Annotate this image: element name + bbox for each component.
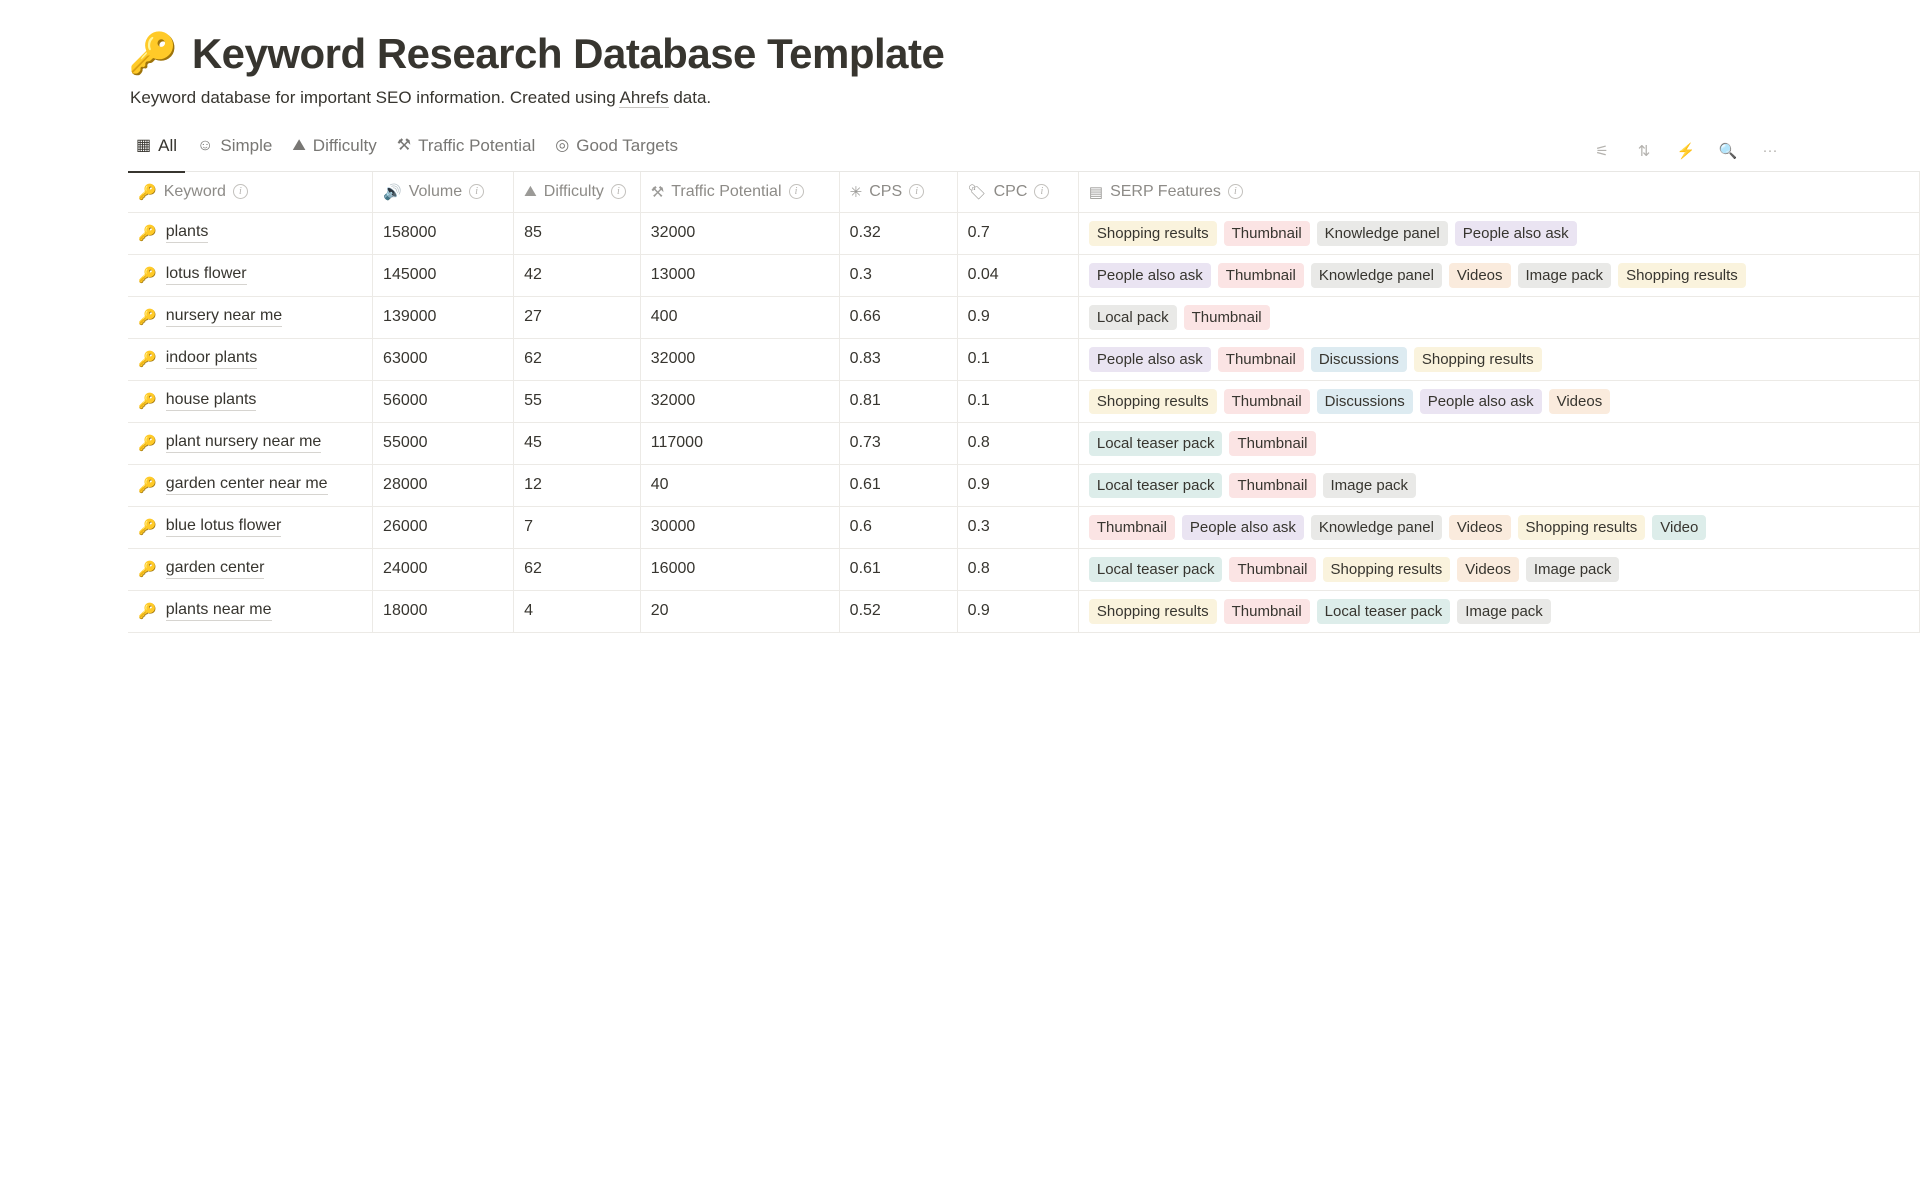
serp-feature-tag[interactable]: Shopping results <box>1089 389 1217 414</box>
serp-feature-tags <box>1089 221 1909 246</box>
serp-feature-tag[interactable]: People also ask <box>1455 221 1577 246</box>
cell-serp-features[interactable] <box>1078 254 1919 296</box>
serp-feature-tags <box>1089 305 1909 330</box>
serp-feature-tags <box>1089 515 1909 540</box>
database-table-wrapper <box>128 172 1920 633</box>
table-view-icon: ▦ <box>136 136 152 154</box>
tab-good-targets[interactable] <box>547 130 686 172</box>
serp-feature-tags <box>1089 557 1909 582</box>
cell-cps[interactable]: 0.73 <box>839 422 957 464</box>
tab-difficulty[interactable] <box>284 130 384 172</box>
keyword-link[interactable]: house plants <box>166 391 257 411</box>
cell-traffic-potential[interactable]: 32000 <box>640 380 839 422</box>
serp-feature-tag[interactable]: Thumbnail <box>1229 557 1315 582</box>
key-icon: 🔑 <box>138 434 157 452</box>
table-row[interactable] <box>128 590 1920 632</box>
multiselect-icon: ▤ <box>1088 183 1104 201</box>
subtitle-text-after: data. <box>668 88 712 107</box>
keyword-link[interactable]: plants <box>166 223 209 243</box>
cell-keyword[interactable] <box>128 296 373 338</box>
cell-difficulty[interactable]: 62 <box>514 338 641 380</box>
cell-volume[interactable]: 55000 <box>373 422 514 464</box>
serp-feature-tag[interactable]: Discussions <box>1317 389 1413 414</box>
table-row[interactable] <box>128 506 1920 548</box>
cell-volume[interactable]: 28000 <box>373 464 514 506</box>
info-icon[interactable]: i <box>611 184 626 199</box>
tools-icon: ⚒ <box>650 183 665 201</box>
database-table <box>128 172 1920 633</box>
column-header-cpc-label: CPC <box>993 182 1028 200</box>
serp-feature-tag[interactable]: Local teaser pack <box>1089 557 1223 582</box>
serp-feature-tag[interactable]: People also ask <box>1420 389 1542 414</box>
key-icon: 🔑 <box>128 32 178 76</box>
serp-feature-tag[interactable]: Thumbnail <box>1218 347 1304 372</box>
column-header-serp-features-label: SERP Features <box>1110 182 1221 200</box>
key-icon: 🔑 <box>138 476 157 494</box>
cell-serp-features[interactable] <box>1078 212 1919 254</box>
smiley-icon: ☺ <box>197 136 214 154</box>
info-icon[interactable]: i <box>1228 184 1243 199</box>
view-bar <box>128 130 1920 172</box>
serp-feature-tag[interactable]: Videos <box>1549 389 1611 414</box>
serp-feature-tags <box>1089 389 1909 414</box>
table-row[interactable] <box>128 422 1920 464</box>
cell-keyword[interactable] <box>128 548 373 590</box>
column-header-cps-label: CPS <box>869 182 903 200</box>
sort-icon[interactable]: ⇅ <box>1637 142 1651 160</box>
cell-difficulty[interactable]: 7 <box>514 506 641 548</box>
serp-feature-tag[interactable]: Thumbnail <box>1184 305 1270 330</box>
cell-cpc[interactable]: 0.04 <box>957 254 1078 296</box>
info-icon[interactable]: i <box>469 184 484 199</box>
mountain-icon: ⛰ <box>524 183 537 201</box>
cell-difficulty[interactable]: 42 <box>514 254 641 296</box>
serp-feature-tag[interactable]: People also ask <box>1089 347 1211 372</box>
key-icon: 🔑 <box>138 224 157 242</box>
cell-cpc[interactable]: 0.8 <box>957 422 1078 464</box>
keyword-link[interactable]: nursery near me <box>166 307 283 327</box>
cell-cps[interactable]: 0.81 <box>839 380 957 422</box>
keyword-link[interactable]: garden center near me <box>166 475 328 495</box>
cell-keyword[interactable] <box>128 338 373 380</box>
automation-icon[interactable]: ⚡ <box>1676 142 1696 160</box>
cell-cpc[interactable]: 0.8 <box>957 548 1078 590</box>
tab-simple-label: Simple <box>220 135 273 155</box>
serp-feature-tag[interactable]: Thumbnail <box>1229 473 1315 498</box>
cell-cps[interactable]: 0.52 <box>839 590 957 632</box>
cell-serp-features[interactable] <box>1078 296 1919 338</box>
cell-difficulty[interactable]: 12 <box>514 464 641 506</box>
serp-feature-tag[interactable]: Image pack <box>1457 599 1551 624</box>
tab-all[interactable] <box>128 130 185 172</box>
cell-traffic-potential[interactable]: 32000 <box>640 212 839 254</box>
mountain-icon: ⛰ <box>292 136 306 154</box>
info-icon[interactable]: i <box>789 184 804 199</box>
serp-feature-tag[interactable]: Local pack <box>1089 305 1177 330</box>
key-icon: 🔑 <box>138 183 157 201</box>
serp-feature-tag[interactable]: People also ask <box>1182 515 1304 540</box>
cell-volume[interactable]: 56000 <box>373 380 514 422</box>
table-row[interactable] <box>128 254 1920 296</box>
cell-volume[interactable]: 24000 <box>373 548 514 590</box>
serp-feature-tag[interactable]: Shopping results <box>1089 221 1217 246</box>
cell-traffic-potential[interactable]: 40 <box>640 464 839 506</box>
table-row[interactable] <box>128 212 1920 254</box>
cell-cps[interactable]: 0.83 <box>839 338 957 380</box>
column-header-difficulty-label: Difficulty <box>543 182 604 200</box>
cell-keyword[interactable] <box>128 590 373 632</box>
cell-cps[interactable]: 0.3 <box>839 254 957 296</box>
cell-cpc[interactable]: 0.3 <box>957 506 1078 548</box>
serp-feature-tag[interactable]: Shopping results <box>1518 515 1646 540</box>
serp-feature-tag[interactable]: Thumbnail <box>1224 221 1310 246</box>
cell-traffic-potential[interactable]: 32000 <box>640 338 839 380</box>
serp-feature-tag[interactable]: Image pack <box>1526 557 1620 582</box>
serp-feature-tag[interactable]: Image pack <box>1323 473 1417 498</box>
serp-feature-tag[interactable]: Videos <box>1457 557 1519 582</box>
page-title: Keyword Research Database Template <box>191 30 945 77</box>
cell-keyword[interactable] <box>128 212 373 254</box>
key-icon: 🔑 <box>138 518 157 536</box>
key-icon: 🔑 <box>138 392 157 410</box>
table-body <box>128 212 1920 632</box>
subtitle-text-before: Keyword database for important SEO information. Created using <box>130 88 620 107</box>
serp-feature-tag[interactable]: Thumbnail <box>1224 389 1310 414</box>
cell-cpc[interactable]: 0.9 <box>957 464 1078 506</box>
serp-feature-tag[interactable]: Videos <box>1449 263 1511 288</box>
cell-difficulty[interactable]: 4 <box>514 590 641 632</box>
column-header-traffic-potential-label: Traffic Potential <box>671 182 782 200</box>
cell-traffic-potential[interactable]: 400 <box>640 296 839 338</box>
cell-traffic-potential[interactable]: 117000 <box>640 422 839 464</box>
cell-volume[interactable]: 18000 <box>373 590 514 632</box>
keyword-link[interactable]: plant nursery near me <box>166 433 322 453</box>
column-header-traffic-potential[interactable] <box>640 172 839 212</box>
cell-traffic-potential[interactable]: 20 <box>640 590 839 632</box>
sparkle-icon: ✳ <box>849 183 863 201</box>
column-header-volume[interactable] <box>373 172 514 212</box>
serp-feature-tags <box>1089 347 1909 372</box>
cell-serp-features[interactable] <box>1078 464 1919 506</box>
cell-cpc[interactable]: 0.9 <box>957 590 1078 632</box>
cell-cps[interactable]: 0.61 <box>839 464 957 506</box>
info-icon[interactable]: i <box>233 184 248 199</box>
cell-cpc[interactable]: 0.9 <box>957 296 1078 338</box>
serp-feature-tag[interactable]: Knowledge panel <box>1311 515 1442 540</box>
key-icon: 🔑 <box>138 560 157 578</box>
cell-cpc[interactable]: 0.1 <box>957 338 1078 380</box>
serp-feature-tag[interactable]: Shopping results <box>1618 263 1746 288</box>
cell-volume[interactable]: 145000 <box>373 254 514 296</box>
column-header-keyword[interactable] <box>128 172 373 212</box>
cell-serp-features[interactable] <box>1078 548 1919 590</box>
key-icon: 🔑 <box>138 350 157 368</box>
target-icon: ◎ <box>555 136 570 154</box>
cell-keyword[interactable] <box>128 506 373 548</box>
cell-serp-features[interactable] <box>1078 506 1919 548</box>
serp-feature-tag[interactable]: Local teaser pack <box>1317 599 1451 624</box>
cell-serp-features[interactable] <box>1078 422 1919 464</box>
cell-volume[interactable]: 63000 <box>373 338 514 380</box>
cell-volume[interactable]: 26000 <box>373 506 514 548</box>
serp-feature-tag[interactable]: Image pack <box>1518 263 1612 288</box>
cell-difficulty[interactable]: 45 <box>514 422 641 464</box>
serp-feature-tag[interactable]: Knowledge panel <box>1317 221 1448 246</box>
serp-feature-tag[interactable]: Discussions <box>1311 347 1407 372</box>
serp-feature-tag[interactable]: Videos <box>1449 515 1511 540</box>
key-icon: 🔑 <box>138 266 157 284</box>
view-actions <box>1592 141 1780 161</box>
serp-feature-tag[interactable]: Thumbnail <box>1218 263 1304 288</box>
filter-icon[interactable]: ⚟ <box>1595 142 1609 160</box>
column-header-volume-label: Volume <box>408 182 463 200</box>
tab-good-targets-label: Good Targets <box>576 135 678 155</box>
column-header-difficulty[interactable] <box>514 172 641 212</box>
cell-keyword[interactable] <box>128 380 373 422</box>
table-row[interactable] <box>128 380 1920 422</box>
search-icon[interactable]: 🔍 <box>1718 142 1738 160</box>
serp-feature-tags <box>1089 599 1909 624</box>
column-header-keyword-label: Keyword <box>163 182 226 200</box>
cell-traffic-potential[interactable]: 13000 <box>640 254 839 296</box>
cell-cps[interactable]: 0.32 <box>839 212 957 254</box>
table-row[interactable] <box>128 548 1920 590</box>
ahrefs-link[interactable]: Ahrefs <box>619 88 669 107</box>
column-header-cps[interactable] <box>839 172 957 212</box>
keyword-link[interactable]: blue lotus flower <box>166 517 282 537</box>
tab-all-label: All <box>158 135 178 155</box>
table-header <box>128 172 1920 212</box>
cell-keyword[interactable] <box>128 254 373 296</box>
cell-cps[interactable]: 0.61 <box>839 548 957 590</box>
serp-feature-tag[interactable]: Thumbnail <box>1089 515 1175 540</box>
view-tabs <box>128 130 686 172</box>
tab-simple[interactable] <box>189 130 280 172</box>
cell-cpc[interactable]: 0.1 <box>957 380 1078 422</box>
serp-feature-tag[interactable]: Local teaser pack <box>1089 431 1223 456</box>
cell-difficulty[interactable]: 55 <box>514 380 641 422</box>
title-row <box>128 30 1920 78</box>
key-icon: 🔑 <box>138 602 157 620</box>
cell-difficulty[interactable]: 27 <box>514 296 641 338</box>
table-row[interactable] <box>128 338 1920 380</box>
cell-keyword[interactable] <box>128 464 373 506</box>
serp-feature-tag[interactable]: Shopping results <box>1089 599 1217 624</box>
info-icon[interactable]: i <box>909 184 924 199</box>
cell-traffic-potential[interactable]: 16000 <box>640 548 839 590</box>
serp-feature-tag[interactable]: Local teaser pack <box>1089 473 1223 498</box>
serp-feature-tags <box>1089 473 1909 498</box>
cell-difficulty[interactable]: 62 <box>514 548 641 590</box>
tab-difficulty-label: Difficulty <box>312 135 377 155</box>
tab-traffic-potential-label: Traffic Potential <box>418 135 536 155</box>
column-header-serp-features[interactable] <box>1078 172 1919 212</box>
tools-icon: ⚒ <box>396 136 412 154</box>
cell-cps[interactable]: 0.6 <box>839 506 957 548</box>
serp-feature-tags <box>1089 263 1909 288</box>
keyword-link[interactable]: garden center <box>166 559 265 579</box>
info-icon[interactable]: i <box>1034 184 1049 199</box>
keyword-link[interactable]: indoor plants <box>166 349 258 369</box>
tab-traffic-potential[interactable] <box>389 130 544 172</box>
serp-feature-tag[interactable]: Thumbnail <box>1224 599 1310 624</box>
serp-feature-tag[interactable]: Shopping results <box>1323 557 1451 582</box>
serp-feature-tag[interactable]: Knowledge panel <box>1311 263 1442 288</box>
more-options-icon[interactable]: ··· <box>1762 142 1778 159</box>
cell-serp-features[interactable] <box>1078 380 1919 422</box>
column-header-cpc[interactable] <box>957 172 1078 212</box>
cell-serp-features[interactable] <box>1078 338 1919 380</box>
cell-cps[interactable]: 0.66 <box>839 296 957 338</box>
keyword-link[interactable]: lotus flower <box>166 265 247 285</box>
serp-feature-tag[interactable]: People also ask <box>1089 263 1211 288</box>
cell-traffic-potential[interactable]: 30000 <box>640 506 839 548</box>
cell-keyword[interactable] <box>128 422 373 464</box>
cell-difficulty[interactable]: 85 <box>514 212 641 254</box>
serp-feature-tag[interactable]: Shopping results <box>1414 347 1542 372</box>
cell-serp-features[interactable] <box>1078 590 1919 632</box>
keyword-link[interactable]: plants near me <box>166 601 272 621</box>
key-icon: 🔑 <box>138 308 157 326</box>
serp-feature-tags <box>1089 431 1909 456</box>
table-header-row <box>128 172 1920 212</box>
page-subtitle <box>130 88 1920 108</box>
cell-volume[interactable]: 139000 <box>373 296 514 338</box>
tag-icon: 🏷 <box>967 183 987 201</box>
serp-feature-tag[interactable]: Thumbnail <box>1229 431 1315 456</box>
serp-feature-tag[interactable]: Video <box>1652 515 1706 540</box>
speaker-icon: 🔊 <box>383 183 402 201</box>
table-row[interactable] <box>128 296 1920 338</box>
cell-volume[interactable]: 158000 <box>373 212 514 254</box>
cell-cpc[interactable]: 0.7 <box>957 212 1078 254</box>
table-row[interactable] <box>128 464 1920 506</box>
